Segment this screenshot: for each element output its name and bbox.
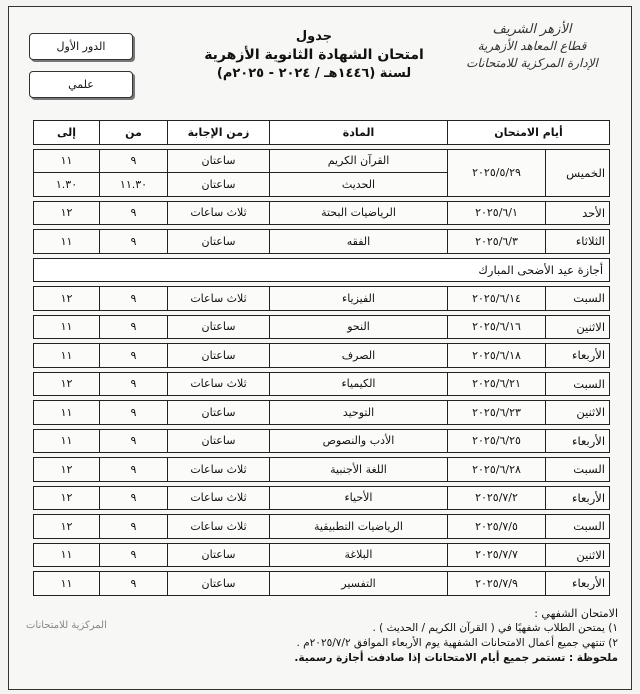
subject-cell: اللغة الأجنبية bbox=[270, 458, 448, 482]
subject-cell: الرياضيات التطبيقية bbox=[270, 515, 448, 539]
duration-cell: ثلاث ساعات bbox=[168, 458, 270, 482]
subject-cell: التفسير bbox=[270, 572, 448, 596]
subject-cell: القرآن الكريم bbox=[270, 149, 448, 173]
date-cell: ٢٠٢٥/٦/١٨ bbox=[448, 344, 546, 368]
date-cell: ٢٠٢٥/٦/٢١ bbox=[448, 372, 546, 396]
to-cell: ١٢ bbox=[34, 515, 100, 539]
table-row bbox=[34, 287, 610, 311]
day-cell: السبت bbox=[546, 515, 610, 539]
from-cell: ٩ bbox=[100, 429, 168, 453]
date-cell: ٢٠٢٥/٧/٥ bbox=[448, 515, 546, 539]
from-cell: ٩ bbox=[100, 149, 168, 173]
to-cell: ١١ bbox=[34, 429, 100, 453]
from-cell: ٩ bbox=[100, 230, 168, 254]
from-cell: ٩ bbox=[100, 201, 168, 225]
faded-stamp-text: المركزية للامتحانات bbox=[26, 620, 107, 631]
subject-cell: الفيزياء bbox=[270, 287, 448, 311]
duration-cell: ساعتان bbox=[168, 543, 270, 567]
duration-cell: ثلاث ساعات bbox=[168, 515, 270, 539]
duration-cell: ساعتان bbox=[168, 344, 270, 368]
subject-cell: البلاغة bbox=[270, 543, 448, 567]
table-row bbox=[34, 543, 610, 567]
day-cell: الاثنين bbox=[546, 315, 610, 339]
subject-cell: التوحيد bbox=[270, 401, 448, 425]
date-cell: ٢٠٢٥/٦/٢٥ bbox=[448, 429, 546, 453]
subject-cell: النحو bbox=[270, 315, 448, 339]
from-cell: ٩ bbox=[100, 486, 168, 510]
schedule-table bbox=[33, 120, 610, 596]
date-cell: ٢٠٢٥/٦/١٤ bbox=[448, 287, 546, 311]
duration-cell: ثلاث ساعات bbox=[168, 287, 270, 311]
table-row bbox=[34, 230, 610, 254]
table-row bbox=[34, 429, 610, 453]
duration-cell: ثلاث ساعات bbox=[168, 486, 270, 510]
duration-cell: ساعتان bbox=[168, 572, 270, 596]
from-cell: ٩ bbox=[100, 572, 168, 596]
holiday-row bbox=[34, 258, 610, 282]
day-cell: الثلاثاء bbox=[546, 230, 610, 254]
to-cell: ١١ bbox=[34, 572, 100, 596]
duration-cell: ساعتان bbox=[168, 149, 270, 173]
notes-heading: الامتحان الشفهي : bbox=[534, 607, 618, 620]
to-cell: ١٢ bbox=[34, 372, 100, 396]
table-row bbox=[34, 372, 610, 396]
table-row bbox=[34, 458, 610, 482]
to-cell: ١١ bbox=[34, 543, 100, 567]
to-cell: ١١ bbox=[34, 401, 100, 425]
logo-line-3: الإدارة المركزية للامتحانات bbox=[466, 56, 598, 70]
subject-cell: الأحياء bbox=[270, 486, 448, 510]
note-remark: ملحوظة : تستمر جميع أيام الامتحانات إذا صادفت أجازة رسمية. bbox=[294, 652, 618, 664]
from-cell: ١١.٣٠ bbox=[100, 173, 168, 197]
azhar-logo bbox=[447, 21, 617, 99]
to-cell: ١١ bbox=[34, 315, 100, 339]
date-cell: ٢٠٢٥/٧/٧ bbox=[448, 543, 546, 567]
table-row bbox=[34, 201, 610, 225]
to-cell: ١١ bbox=[34, 344, 100, 368]
duration-cell: ساعتان bbox=[168, 429, 270, 453]
logo-line-2: قطاع المعاهد الأزهرية bbox=[477, 39, 587, 53]
day-cell: الأحد bbox=[546, 201, 610, 225]
title-block bbox=[189, 29, 439, 81]
day-cell: الأربعاء bbox=[546, 486, 610, 510]
header-duration: زمن الإجابة bbox=[168, 121, 270, 145]
day-cell: الخميس bbox=[546, 149, 610, 196]
day-cell: الأربعاء bbox=[546, 344, 610, 368]
date-cell: ٢٠٢٥/٦/١ bbox=[448, 201, 546, 225]
day-cell: الاثنين bbox=[546, 543, 610, 567]
duration-cell: ساعتان bbox=[168, 230, 270, 254]
table-row bbox=[34, 515, 610, 539]
day-cell: الاثنين bbox=[546, 401, 610, 425]
subject-cell: الكيمياء bbox=[270, 372, 448, 396]
day-cell: الأربعاء bbox=[546, 429, 610, 453]
day-cell: السبت bbox=[546, 458, 610, 482]
header-to: إلى bbox=[34, 121, 100, 145]
to-cell: ١١ bbox=[34, 230, 100, 254]
year-line: لسنة (١٤٤٦هـ / ٢٠٢٤ - ٢٠٢٥م) bbox=[216, 66, 412, 81]
date-cell: ٢٠٢٥/٧/٩ bbox=[448, 572, 546, 596]
date-cell: ٢٠٢٥/٦/٢٨ bbox=[448, 458, 546, 482]
to-cell: ١.٣٠ bbox=[34, 173, 100, 197]
day-cell: الأربعاء bbox=[546, 572, 610, 596]
duration-cell: ساعتان bbox=[168, 315, 270, 339]
from-cell: ٩ bbox=[100, 315, 168, 339]
duration-cell: ثلاث ساعات bbox=[168, 201, 270, 225]
subject-cell: الصرف bbox=[270, 344, 448, 368]
date-cell: ٢٠٢٥/٦/٣ bbox=[448, 230, 546, 254]
from-cell: ٩ bbox=[100, 401, 168, 425]
to-cell: ١٢ bbox=[34, 486, 100, 510]
date-cell: ٢٠٢٥/٦/١٦ bbox=[448, 315, 546, 339]
day-cell: السبت bbox=[546, 372, 610, 396]
section-label-box: علمي bbox=[29, 71, 133, 98]
from-cell: ٩ bbox=[100, 344, 168, 368]
duration-cell: ثلاث ساعات bbox=[168, 372, 270, 396]
header-subject: المادة bbox=[270, 121, 448, 145]
subject-cell: الأدب والنصوص bbox=[270, 429, 448, 453]
table-row bbox=[34, 315, 610, 339]
date-cell: ٢٠٢٥/٦/٢٣ bbox=[448, 401, 546, 425]
page-subtitle: امتحان الشهادة الثانوية الأزهرية bbox=[204, 47, 424, 63]
date-cell: ٢٠٢٥/٥/٢٩ bbox=[448, 149, 546, 196]
subject-cell: الفقه bbox=[270, 230, 448, 254]
from-cell: ٩ bbox=[100, 372, 168, 396]
duration-cell: ساعتان bbox=[168, 173, 270, 197]
holiday-cell: أجازة عيد الأضحى المبارك bbox=[34, 258, 610, 282]
subject-cell: الحديث bbox=[270, 173, 448, 197]
logo-line-1: الأزهر الشريف bbox=[492, 22, 572, 37]
from-cell: ٩ bbox=[100, 543, 168, 567]
table-row bbox=[34, 486, 610, 510]
round-label-box: الدور الأول bbox=[29, 33, 133, 60]
header-days: أيام الامتحان bbox=[448, 121, 610, 145]
table-row bbox=[34, 149, 610, 173]
notes-block bbox=[58, 606, 618, 666]
to-cell: ١٢ bbox=[34, 201, 100, 225]
from-cell: ٩ bbox=[100, 515, 168, 539]
from-cell: ٩ bbox=[100, 458, 168, 482]
table-row bbox=[34, 344, 610, 368]
table-header-row bbox=[34, 121, 610, 145]
note-item-1: ١) يمتحن الطلاب شفهيًا في ( القرآن الكريم / الحديث ) . bbox=[372, 622, 618, 634]
header-from: من bbox=[100, 121, 168, 145]
subject-cell: الرياضيات البحتة bbox=[270, 201, 448, 225]
page-title: جدول bbox=[295, 29, 333, 44]
duration-cell: ساعتان bbox=[168, 401, 270, 425]
note-item-2: ٢) تنتهي جميع أعمال الامتحانات الشفهية يوم الأربعاء الموافق ٢٠٢٥/٧/٢م . bbox=[296, 637, 618, 649]
to-cell: ١٢ bbox=[34, 287, 100, 311]
from-cell: ٩ bbox=[100, 287, 168, 311]
to-cell: ١١ bbox=[34, 149, 100, 173]
date-cell: ٢٠٢٥/٧/٢ bbox=[448, 486, 546, 510]
day-cell: السبت bbox=[546, 287, 610, 311]
table-row bbox=[34, 572, 610, 596]
table-row bbox=[34, 401, 610, 425]
to-cell: ١٢ bbox=[34, 458, 100, 482]
